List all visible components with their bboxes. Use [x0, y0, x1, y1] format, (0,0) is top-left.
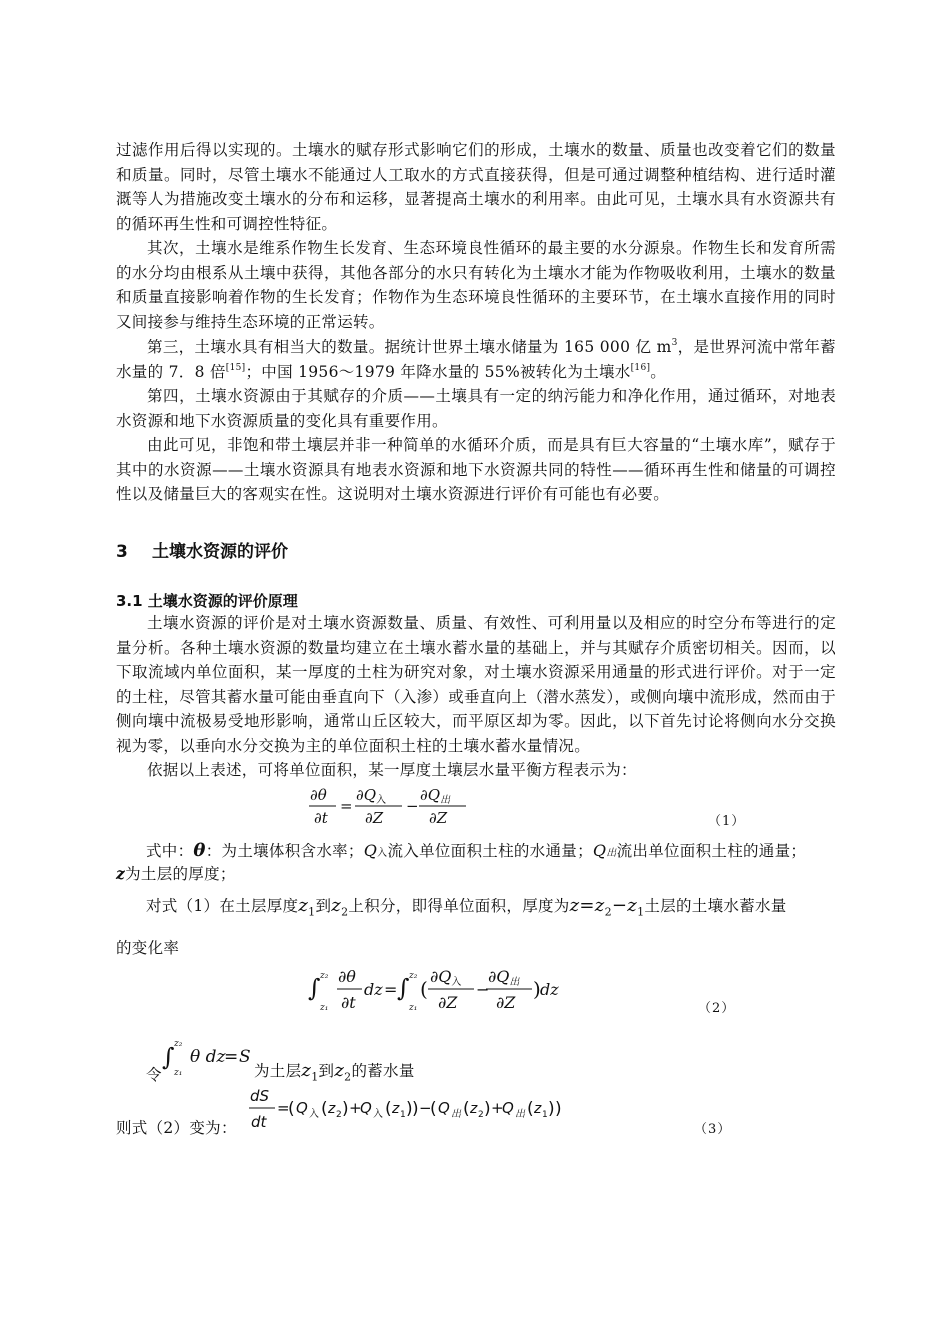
- storage-definition-equation: [160, 1033, 256, 1081]
- svg-text:(: (: [527, 1099, 534, 1119]
- let-prefix: 令: [146, 1066, 162, 1084]
- paragraph-6: 土壤水资源的评价是对土壤水资源数量、质量、有效性、可利用量以及相应的时空分布等进行的定量分析。各种土壤水资源的数量均建立在土壤水蓄水量的基础上，并与其赋存介质密切相关。因而，以下取流域内单位面积，某一厚度的土柱为研究对象，对土壤水资源采用通量的形式进行评价。对于一定的土柱，尽管其蓄水量可能由垂直向下（入渗）或垂直向上（潜水蒸发），或侧向壤中流形成，然而由于侧向壤中流极易受地形影响，通常山丘区较大，而平原区却为零。因此，以下首先讨论将侧向水分交换视为零，以垂向水分交换为主的单位面积土柱的土壤水蓄水量情况。: [116, 614, 836, 755]
- svg-text:z₂: z₂: [409, 971, 418, 981]
- svg-text:=: =: [384, 980, 398, 999]
- integration-text-b: 到: [315, 897, 332, 915]
- svg-text:∫: ∫: [162, 1043, 175, 1071]
- z-difference: $z=z_2-z_1$: [569, 895, 645, 919]
- let-z2-symbol: $z_2$: [334, 1060, 352, 1084]
- equation-1-number: （1）: [708, 814, 746, 829]
- svg-text:+: +: [349, 1099, 362, 1117]
- definitions-line: [146, 839, 806, 861]
- svg-text:): ): [548, 1099, 555, 1119]
- z-symbol: z: [116, 864, 126, 883]
- integration-line-2: 的变化率: [116, 939, 180, 957]
- svg-text:z₁: z₁: [320, 1003, 329, 1013]
- q-out-symbol: Q出: [592, 841, 617, 860]
- theta-description: ：为土壤体积含水率；: [205, 842, 364, 860]
- svg-text:∂Q出: $\partial Q_出$: [420, 786, 451, 806]
- theta-symbol: θ: [193, 840, 206, 861]
- citation-16[interactable]: [16]: [630, 362, 651, 373]
- svg-text:∂Q入: ∂Q入: [430, 967, 462, 988]
- svg-text:入: 入: [309, 1109, 319, 1120]
- svg-text:): ): [533, 977, 541, 1001]
- svg-text:(: (: [321, 1099, 328, 1119]
- svg-text:∂θ: ∂θ: [338, 967, 356, 986]
- svg-text:(: (: [430, 1099, 437, 1119]
- citation-15[interactable]: [15]: [225, 362, 246, 373]
- let-z1-symbol: $z_1$: [301, 1060, 319, 1084]
- z2-symbol: $z_2$: [331, 895, 349, 919]
- svg-text:dS: dS: [250, 1087, 270, 1105]
- svg-text:): ): [412, 1099, 419, 1119]
- svg-text:Q: Q: [502, 1099, 514, 1117]
- svg-text:+: +: [491, 1099, 504, 1117]
- svg-text:1: 1: [400, 1110, 406, 1120]
- svg-text:−: −: [406, 797, 419, 815]
- let-line: [254, 1059, 415, 1084]
- svg-text:(: (: [420, 977, 428, 1001]
- svg-text:入: 入: [373, 1109, 383, 1120]
- svg-text:z: z: [328, 1101, 336, 1117]
- paragraph-3: [116, 335, 836, 384]
- paragraph-7: 依据以上表述，可将单位面积，某一厚度土壤层水量平衡方程表示为：: [147, 761, 637, 779]
- svg-text:dz: dz: [364, 980, 383, 999]
- svg-text:出: 出: [515, 1109, 525, 1120]
- svg-text:∂Q入: $\partial Q_入$: [356, 786, 387, 806]
- let-text-c: 的蓄水量: [351, 1062, 415, 1080]
- equation-1: [306, 783, 476, 829]
- svg-text:(: (: [385, 1099, 392, 1119]
- svg-text:): ): [484, 1099, 491, 1119]
- svg-text:∂Z: ∂Z: [429, 809, 448, 827]
- equation-3-number: （3）: [694, 1122, 732, 1137]
- svg-text:Q: Q: [438, 1099, 450, 1117]
- svg-text:∂Z: ∂Z: [438, 993, 458, 1012]
- svg-text:S: S: [239, 1047, 251, 1067]
- svg-text:): ): [406, 1099, 413, 1119]
- eq1-numerator-theta: ∂θ: [310, 786, 327, 804]
- section-number: 3: [116, 542, 128, 562]
- q-in-symbol: Q入: [363, 841, 388, 860]
- svg-text:z₁: z₁: [174, 1068, 183, 1078]
- section-heading: [116, 537, 288, 562]
- paragraph-3-text-b: ，是世界河流中常年蓄水量的 7．8 倍: [116, 338, 836, 381]
- q-out-description: 流出单位面积土柱的通量；: [616, 842, 807, 860]
- integration-line: [146, 894, 787, 919]
- svg-text:(: (: [463, 1099, 470, 1119]
- svg-text:2: 2: [478, 1110, 484, 1120]
- paragraph-4: 第四，土壤水资源由于其赋存的介质——土壤具有一定的纳污能力和净化作用，通过循环，对地表水资源和地下水资源质量的变化具有重要作用。: [116, 387, 836, 430]
- svg-text:∂t: ∂t: [341, 993, 356, 1012]
- integration-text-d: 土层的土壤水蓄水量: [644, 897, 787, 915]
- svg-text:∫: ∫: [308, 974, 321, 1002]
- paragraph-3-text-c: ；中国 1956～1979 年降水量的 55%被转化为土壤水: [245, 362, 631, 381]
- svg-text:z: z: [534, 1101, 542, 1117]
- svg-text:dz: dz: [540, 980, 559, 999]
- subsection-heading: 3.1 土壤水资源的评价原理: [116, 592, 298, 610]
- svg-text:=: =: [277, 1099, 290, 1117]
- section-title: 土壤水资源的评价: [152, 542, 288, 562]
- svg-text:): ): [342, 1099, 349, 1119]
- svg-text:1: 1: [542, 1110, 548, 1120]
- svg-text:=: =: [224, 1047, 239, 1067]
- svg-text:(: (: [288, 1099, 295, 1119]
- paragraph-3-text-a: 第三，土壤水具有相当大的数量。据统计世界土壤水储量为 165 000 亿 m: [147, 338, 672, 356]
- svg-text:=: =: [340, 797, 353, 815]
- svg-text:∂t: ∂t: [314, 809, 328, 827]
- then-line: 则式（2）变为：: [116, 1119, 237, 1137]
- integration-text-a: 对式（1）在土层厚度: [146, 897, 299, 915]
- svg-text:Q: Q: [296, 1099, 308, 1117]
- svg-text:−: −: [419, 1099, 432, 1117]
- svg-text:z₂: z₂: [174, 1039, 183, 1049]
- integration-text-c: 上积分，即得单位面积，厚度为: [348, 897, 570, 915]
- equation-2-number: （2）: [698, 1001, 736, 1016]
- svg-text:z₂: z₂: [320, 971, 329, 981]
- superscript-3: 3: [671, 338, 678, 348]
- paragraph-5: 由此可见，非饱和带土壤层并非一种简单的水循环介质，而是具有巨大容量的“土壤水库”，赋存于其中的水资源——土壤水资源具有地表水资源和地下水资源共同的特性——循环再生性和储量的可调控性以及储量巨大的客观实在性。这说明对土壤水资源进行评价有可能也有必要。: [116, 436, 836, 503]
- z1-symbol: $z_1$: [298, 895, 316, 919]
- svg-text:Q: Q: [360, 1099, 372, 1117]
- svg-text:∂Z: ∂Z: [496, 993, 516, 1012]
- svg-text:∂Z: ∂Z: [365, 809, 384, 827]
- definitions-prefix: 式中：: [146, 842, 194, 860]
- svg-text:∂Q出: ∂Q出: [488, 967, 520, 988]
- svg-text:2: 2: [336, 1110, 342, 1120]
- definitions-line-2: [116, 862, 236, 884]
- svg-text:dt: dt: [251, 1113, 267, 1131]
- svg-text:∫: ∫: [397, 974, 410, 1002]
- paragraph-1: 过滤作用后得以实现的。土壤水的赋存形式影响它们的形成，土壤水的数量、质量也改变着它们的数量和质量。同时，尽管土壤水不能通过人工取水的方式直接获得，但是可通过调整种植结构、进行适时灌溉等人为措施改变土壤水的分布和运移，显著提高土壤水的利用率。由此可见，土壤水具有水资源共有的循环再生性和可调控性特征。: [116, 141, 836, 233]
- svg-text:): ): [555, 1099, 562, 1119]
- let-text-a: 为土层: [254, 1062, 302, 1080]
- paragraph-2: 其次，土壤水是维系作物生长发育、生态环境良性循环的最主要的水分源泉。作物生长和发育所需的水分均由根系从土壤中获得，其他各部分的水只有转化为土壤水才能为作物吸收利用，土壤水的数量和质量直接影响着作物的生长发育；作物作为生态环境良性循环的主要环节，在土壤水直接作用的同时又间接参与维持生态环境的正常运转。: [116, 239, 836, 331]
- svg-text:θ dz: θ dz: [190, 1047, 226, 1067]
- svg-text:z: z: [392, 1101, 400, 1117]
- paragraph-3-text-d: 。: [650, 362, 667, 381]
- let-text-b: 到: [318, 1062, 335, 1080]
- svg-text:−: −: [476, 980, 490, 999]
- svg-text:z₁: z₁: [409, 1003, 418, 1013]
- equation-3: [248, 1083, 568, 1135]
- svg-text:z: z: [470, 1101, 478, 1117]
- q-in-description: 流入单位面积土柱的水通量；: [387, 842, 593, 860]
- svg-text:出: 出: [451, 1109, 461, 1120]
- equation-2: [304, 958, 564, 1020]
- z-description: 为土层的厚度；: [125, 865, 236, 883]
